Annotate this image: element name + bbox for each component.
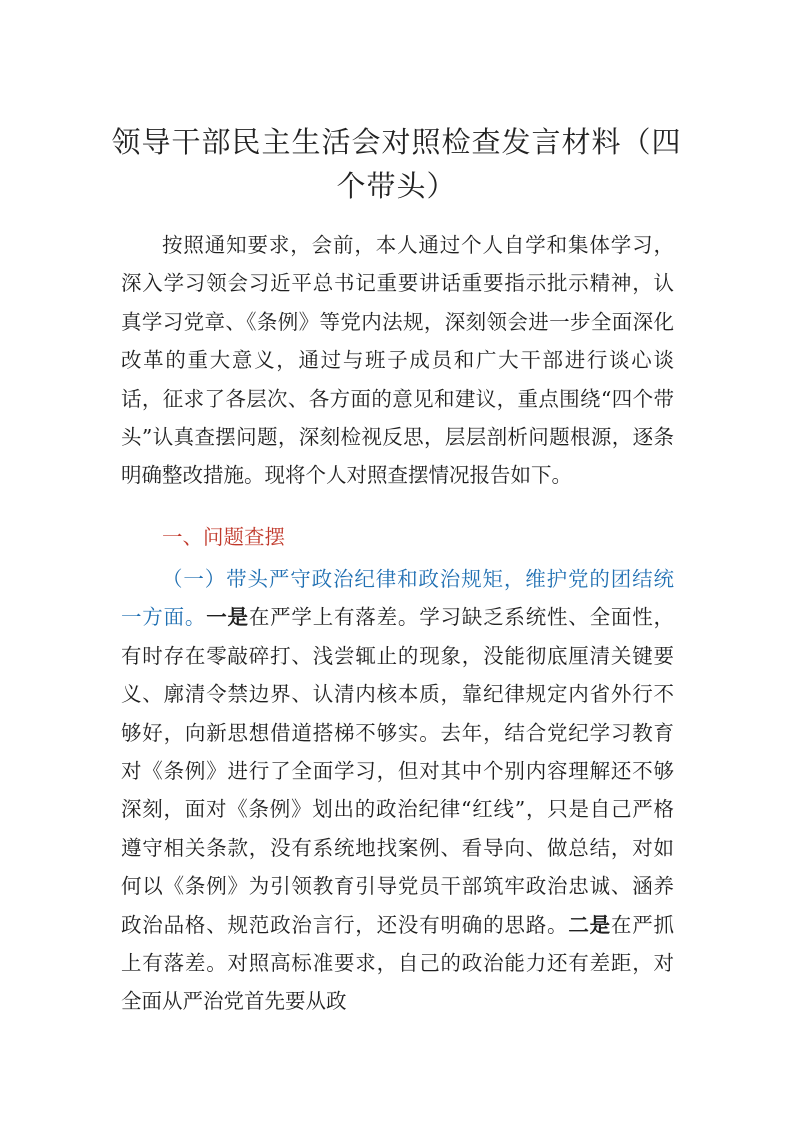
point-1-text: 在严学上有落差。学习缺乏系统性、全面性，有时存在零敲碎打、浅尝辄止的现象，没能彻底厘清关键要义、廓清令禁边界、认清内核本质，靠纪律规定内省外行不够好，向新思想借道搭梯不够实。去年，结合党纪学习教育对《条例》进行了全面学习，但对其中个别内容理解还不够深刻，面对《条例》划出的政治纪律“红线”，只是自己严格遵守相关条款，没有系统地找案例、看导向、做总结，对如何以《条例》为引领教育引导党员干部筑牢政治忠诚、涵养政治品格、规范政治言行，还没有明确的思路。: [121, 605, 675, 937]
point-2-lead: 二是: [568, 912, 611, 937]
point-1-lead: 一是: [206, 605, 249, 630]
subsection-paragraph: [121, 560, 674, 1021]
subsection-heading: （一）带头严守政治纪律和政治规矩，维护党的团结统一方面。: [121, 567, 674, 630]
point-2-text: 在严抓上有落差。对照高标准要求，自己的政治能力还有差距，对全面从严治党首先要从政: [121, 912, 675, 1014]
section-heading: 一、问题查摆: [162, 525, 285, 549]
document-title: 领导干部民主生活会对照检查发言材料（四个带头）: [111, 125, 682, 203]
intro-paragraph: 按照通知要求，会前，本人通过个人自学和集体学习，深入学习领会习近平总书记重要讲话重要指示批示精神，认真学习党章、《条例》等党内法规，深刻领会进一步全面深化改革的重大意义，通过与班子成员和广大干部进行谈心谈话，征求了各层次、各方面的意见和建议，重点围绕“四个带头”认真查摆问题，深刻检视反思，层层剖析问题根源，逐条明确整改措施。现将个人对照查摆情况报告如下。: [121, 233, 674, 488]
